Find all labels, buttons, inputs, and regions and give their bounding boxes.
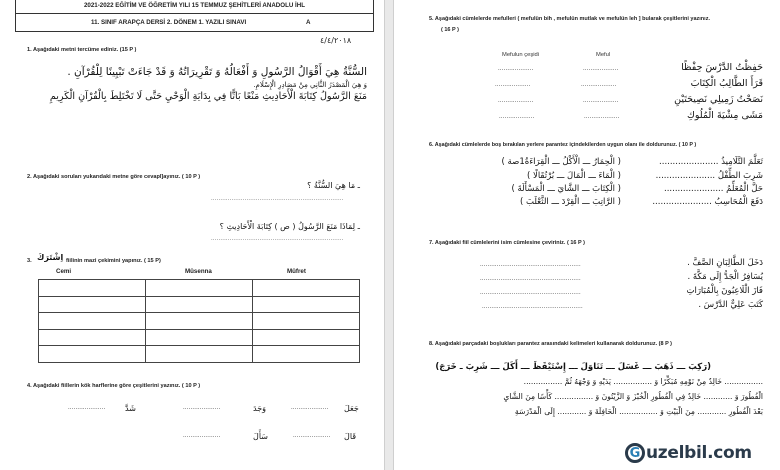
cell-musenna[interactable] xyxy=(146,280,253,297)
logo-g-icon: G xyxy=(625,443,645,463)
q5-type-blank-4[interactable]: ................... xyxy=(499,114,535,120)
q6-sentence-2: شَرِبَ الطِّفْلُ ...................... xyxy=(655,171,763,181)
cell-mufret[interactable] xyxy=(253,296,360,313)
col-musenna: Müsenna xyxy=(185,268,212,275)
q5-sentence-3: نَصَحْتُ زَمِيلِي نَصِيحَتَيْنِ xyxy=(674,94,763,105)
col-cemi: Cemi xyxy=(56,268,72,275)
q5-col-meful: Meful xyxy=(596,52,611,58)
q2-answer-line-2[interactable]: ....................................................................... xyxy=(211,236,344,242)
cell-mufret[interactable] xyxy=(253,313,360,330)
q6-sentence-4: دَفَعَ الْمُحَاسِبُ ...................... xyxy=(652,197,763,207)
q2-question-1: ـ مَا هِيَ السُّنَّةُ ؟ xyxy=(307,181,360,190)
table-row xyxy=(39,296,360,313)
q4-blank-3[interactable]: .................... xyxy=(68,405,106,411)
q5-sentence-1: حَفِظْتُ الدَّرْسَ حِفْظًا xyxy=(681,62,763,73)
q8-line-3: بَعْدَ الْفُطُورِ ............ مِنَ الْبَيْتِ وَ ................ الْحَافِلَةَ وَ ............ إِلَى الْمَدْرَسَةِ xyxy=(514,407,763,416)
q5-meful-blank-1[interactable]: ................... xyxy=(583,66,619,72)
cell-musenna[interactable] xyxy=(146,296,253,313)
q7-blank-1[interactable]: ...................................................... xyxy=(480,262,581,268)
exam-title-row xyxy=(16,14,373,31)
cell-mufret[interactable] xyxy=(253,346,360,363)
q3-title: fiilinin mazi çekimini yapınız. ( 15 P) xyxy=(66,258,161,264)
exam-group: A xyxy=(306,19,311,26)
q2-answer-line-1[interactable]: ....................................................................... xyxy=(211,196,344,202)
q8-line-2: الْفُطُورَ وَ ............ خَالِدٌ فِي الْفُطُورِ الْخُبْزَ وَ الزَّيْتُونَ وَ ................ كَأْسًا مِنَ الشَّايِ xyxy=(503,392,763,401)
cell-mufret[interactable] xyxy=(253,329,360,346)
conjugation-table xyxy=(38,279,360,363)
cell-musenna[interactable] xyxy=(146,313,253,330)
q6-sentence-3: حَلَّ الْمُعَلِّمُ ...................... xyxy=(664,184,763,194)
table-row xyxy=(39,313,360,330)
q8-line-1: ................ خَالِدٌ مِنْ نَوْمِهِ مُبَكِّرًا وَ ................ يَدَيْهِ وَ وَجْهَهُ ثُمَّ ................ xyxy=(523,377,763,386)
q5-sentence-4: مَشَى مِشْيَةَ الْمُلُوكِ xyxy=(687,110,763,121)
q5-col-type: Mefulun çeşidi xyxy=(502,52,540,58)
q5-meful-blank-4[interactable]: ................... xyxy=(584,114,620,120)
q1-line-3: مَنَعَ الرَّسُولُ كِتَابَةَ الْأَحَادِيثِ مَنْعًا بَاتًّا فِي بِدَايَةِ الْوَحْيِ حَتَّى لَا تَخْتَلِطَ بِالْقُرْآنِ الْكَرِيمِ xyxy=(49,91,367,102)
q7-blank-2[interactable]: ...................................................... xyxy=(480,276,581,282)
q6-sentence-1: تَعَلَّمَ التَّلَامِيذُ ...................... xyxy=(659,157,763,167)
school-title: 2021-2022 EĞİTİM VE ÖĞRETİM YILI 15 TEMMUZ ŞEHİTLERİ ANADOLU İHL xyxy=(16,0,373,14)
q1-line-1: السُّنَّةُ هِيَ أَقْوَالُ الرَّسُولِ وَ أَفْعَالُهُ وَ تَقْرِيرَاتُهُ وَ قَدْ جَاءَتْ تَبْيِينًا لِلْقُرْآنِ . xyxy=(67,66,367,78)
q4-verb-5: سَأَلَ xyxy=(253,432,268,441)
q3-verb: اِشْتَرَكَ xyxy=(37,253,64,262)
q5-meful-blank-3[interactable]: ................... xyxy=(583,98,619,104)
cell-cemi[interactable] xyxy=(39,346,146,363)
logo-text: uzelbil.com xyxy=(646,443,752,463)
q1-line-2: وَ هِيَ الْمَصْدَرُ الثَّانِي مِنْ مَصَادِرِ الْإِسْلَامِ. xyxy=(253,81,367,89)
q7-sentence-3: فَازَ الْلَاعِبُونَ بِالْمُبَارَاتِ xyxy=(686,286,763,296)
cell-cemi[interactable] xyxy=(39,329,146,346)
q4-title: 4. Aşağıdaki fiillerin kök harflerine göre çeşitlerini yazınız. ( 10 P ) xyxy=(27,383,201,389)
q5-type-blank-2[interactable]: ................... xyxy=(495,82,531,88)
q6-title: 6. Aşağıdaki cümlelerde boş bırakılan yerlere parantez içindekilerden uygun olanı ile doldurunuz. ( 10 P ) xyxy=(429,142,697,148)
q5-title-line-2: ( 16 P ) xyxy=(441,27,459,33)
table-row xyxy=(39,346,360,363)
exam-header xyxy=(15,0,374,32)
q5-sentence-2: قَرَأَ الطَّالِبُ الْكِتَابَ xyxy=(690,78,763,89)
q8-word-bank: (رَكِبَ ـــ ذَهَبَ ـــ غَسَلَ ـــ تَنَاوَلَ ـــ إِسْتَيْقَظَ ـــ أَكَلَ ـــ شَرِبَ ـ خَرَجَ) xyxy=(435,362,711,372)
q7-blank-3[interactable]: ...................................................... xyxy=(480,290,581,296)
q3-number: 3. xyxy=(27,258,32,264)
q4-blank-1[interactable]: .................... xyxy=(291,405,329,411)
q7-sentence-1: دَخَلَ الطَّالِبَانِ الصَّفَّ . xyxy=(687,258,763,268)
cell-cemi[interactable] xyxy=(39,313,146,330)
q6-options-2: ( الْمَاءَ ـــ الْمَالَ ـــ بُرْتُقَالًا ) xyxy=(526,171,621,181)
cell-musenna[interactable] xyxy=(146,329,253,346)
q4-blank-5[interactable]: .................... xyxy=(183,433,221,439)
q6-options-1: ( الْحِمَارُ ـــ الْأَكْلُ ـــ الْقِرَاءَةُ1صة ) xyxy=(501,157,621,167)
q7-sentence-2: يُسَافِرُ الْجَدُّ إِلَى مَكَّةَ . xyxy=(687,272,763,282)
q5-type-blank-3[interactable]: ................... xyxy=(498,98,534,104)
q7-sentence-4: كَتَبَ عَلِيٌّ الدَّرْسَ . xyxy=(698,300,763,310)
q2-question-2: ـ لِمَاذَا مَنَعَ الرَّسُولُ ( ص ) كِتَابَةَ الْأَحَادِيثِ ؟ xyxy=(219,222,360,231)
exam-page-left xyxy=(0,0,385,470)
cell-cemi[interactable] xyxy=(39,296,146,313)
q5-meful-blank-2[interactable]: ................... xyxy=(581,82,617,88)
table-row xyxy=(39,329,360,346)
q8-title: 8. Aşağıdaki parçadaki boşlukları parantez arasındaki kelimeleri kullanarak doldurunuz. (8 P ) xyxy=(429,341,673,347)
exam-date: ٤/٤/٢٠١٨ xyxy=(320,36,352,45)
q4-blank-4[interactable]: .................... xyxy=(293,433,331,439)
guzelbil-logo xyxy=(625,441,752,465)
q7-title: 7. Aşağıdaki fiil cümlelerini isim cümlesine çeviriniz. ( 16 P ) xyxy=(429,240,585,246)
exam-title: 11. SINIF ARAPÇA DERSİ 2. DÖNEM 1. YAZILI SINAVI xyxy=(91,19,247,26)
q4-verb-3: شَدَّ xyxy=(125,404,136,413)
q5-title-line-1: 5. Aşağıdaki cümlelerde mefulleri ( mefulün bih , mefulün mutlak ve mefulün leh ] bularak çeşitlerini yazınız. xyxy=(429,16,710,22)
q1-title: 1. Aşağıdaki metni tercüme ediniz. (15 P ) xyxy=(27,47,137,53)
q4-verb-4: قَالَ xyxy=(344,432,357,441)
q4-verb-2: وَجَدَ xyxy=(253,404,267,413)
exam-page-right xyxy=(393,0,780,470)
cell-cemi[interactable] xyxy=(39,280,146,297)
q4-blank-2[interactable]: .................... xyxy=(183,405,221,411)
cell-mufret[interactable] xyxy=(253,280,360,297)
q7-blank-4[interactable]: ...................................................... xyxy=(482,304,583,310)
col-mufret: Müfret xyxy=(287,268,306,275)
table-row xyxy=(39,280,360,297)
q5-type-blank-1[interactable]: ................... xyxy=(498,66,534,72)
q2-title: 2. Aşağıdaki soruları yukarıdaki metne göre cevapl]ayınız. ( 10 P ) xyxy=(27,174,201,180)
q6-options-3: ( الْكِتَابَ ـــ الشَّايَ ـــ الْمَسْأَلَةَ ) xyxy=(511,184,621,194)
q4-verb-1: جَعَلَ xyxy=(344,404,359,413)
q6-options-4: ( الرَّاتِبَ ـــ الْقِرْدَ ـــ الثَّعْلَبَ ) xyxy=(519,197,621,207)
cell-musenna[interactable] xyxy=(146,346,253,363)
